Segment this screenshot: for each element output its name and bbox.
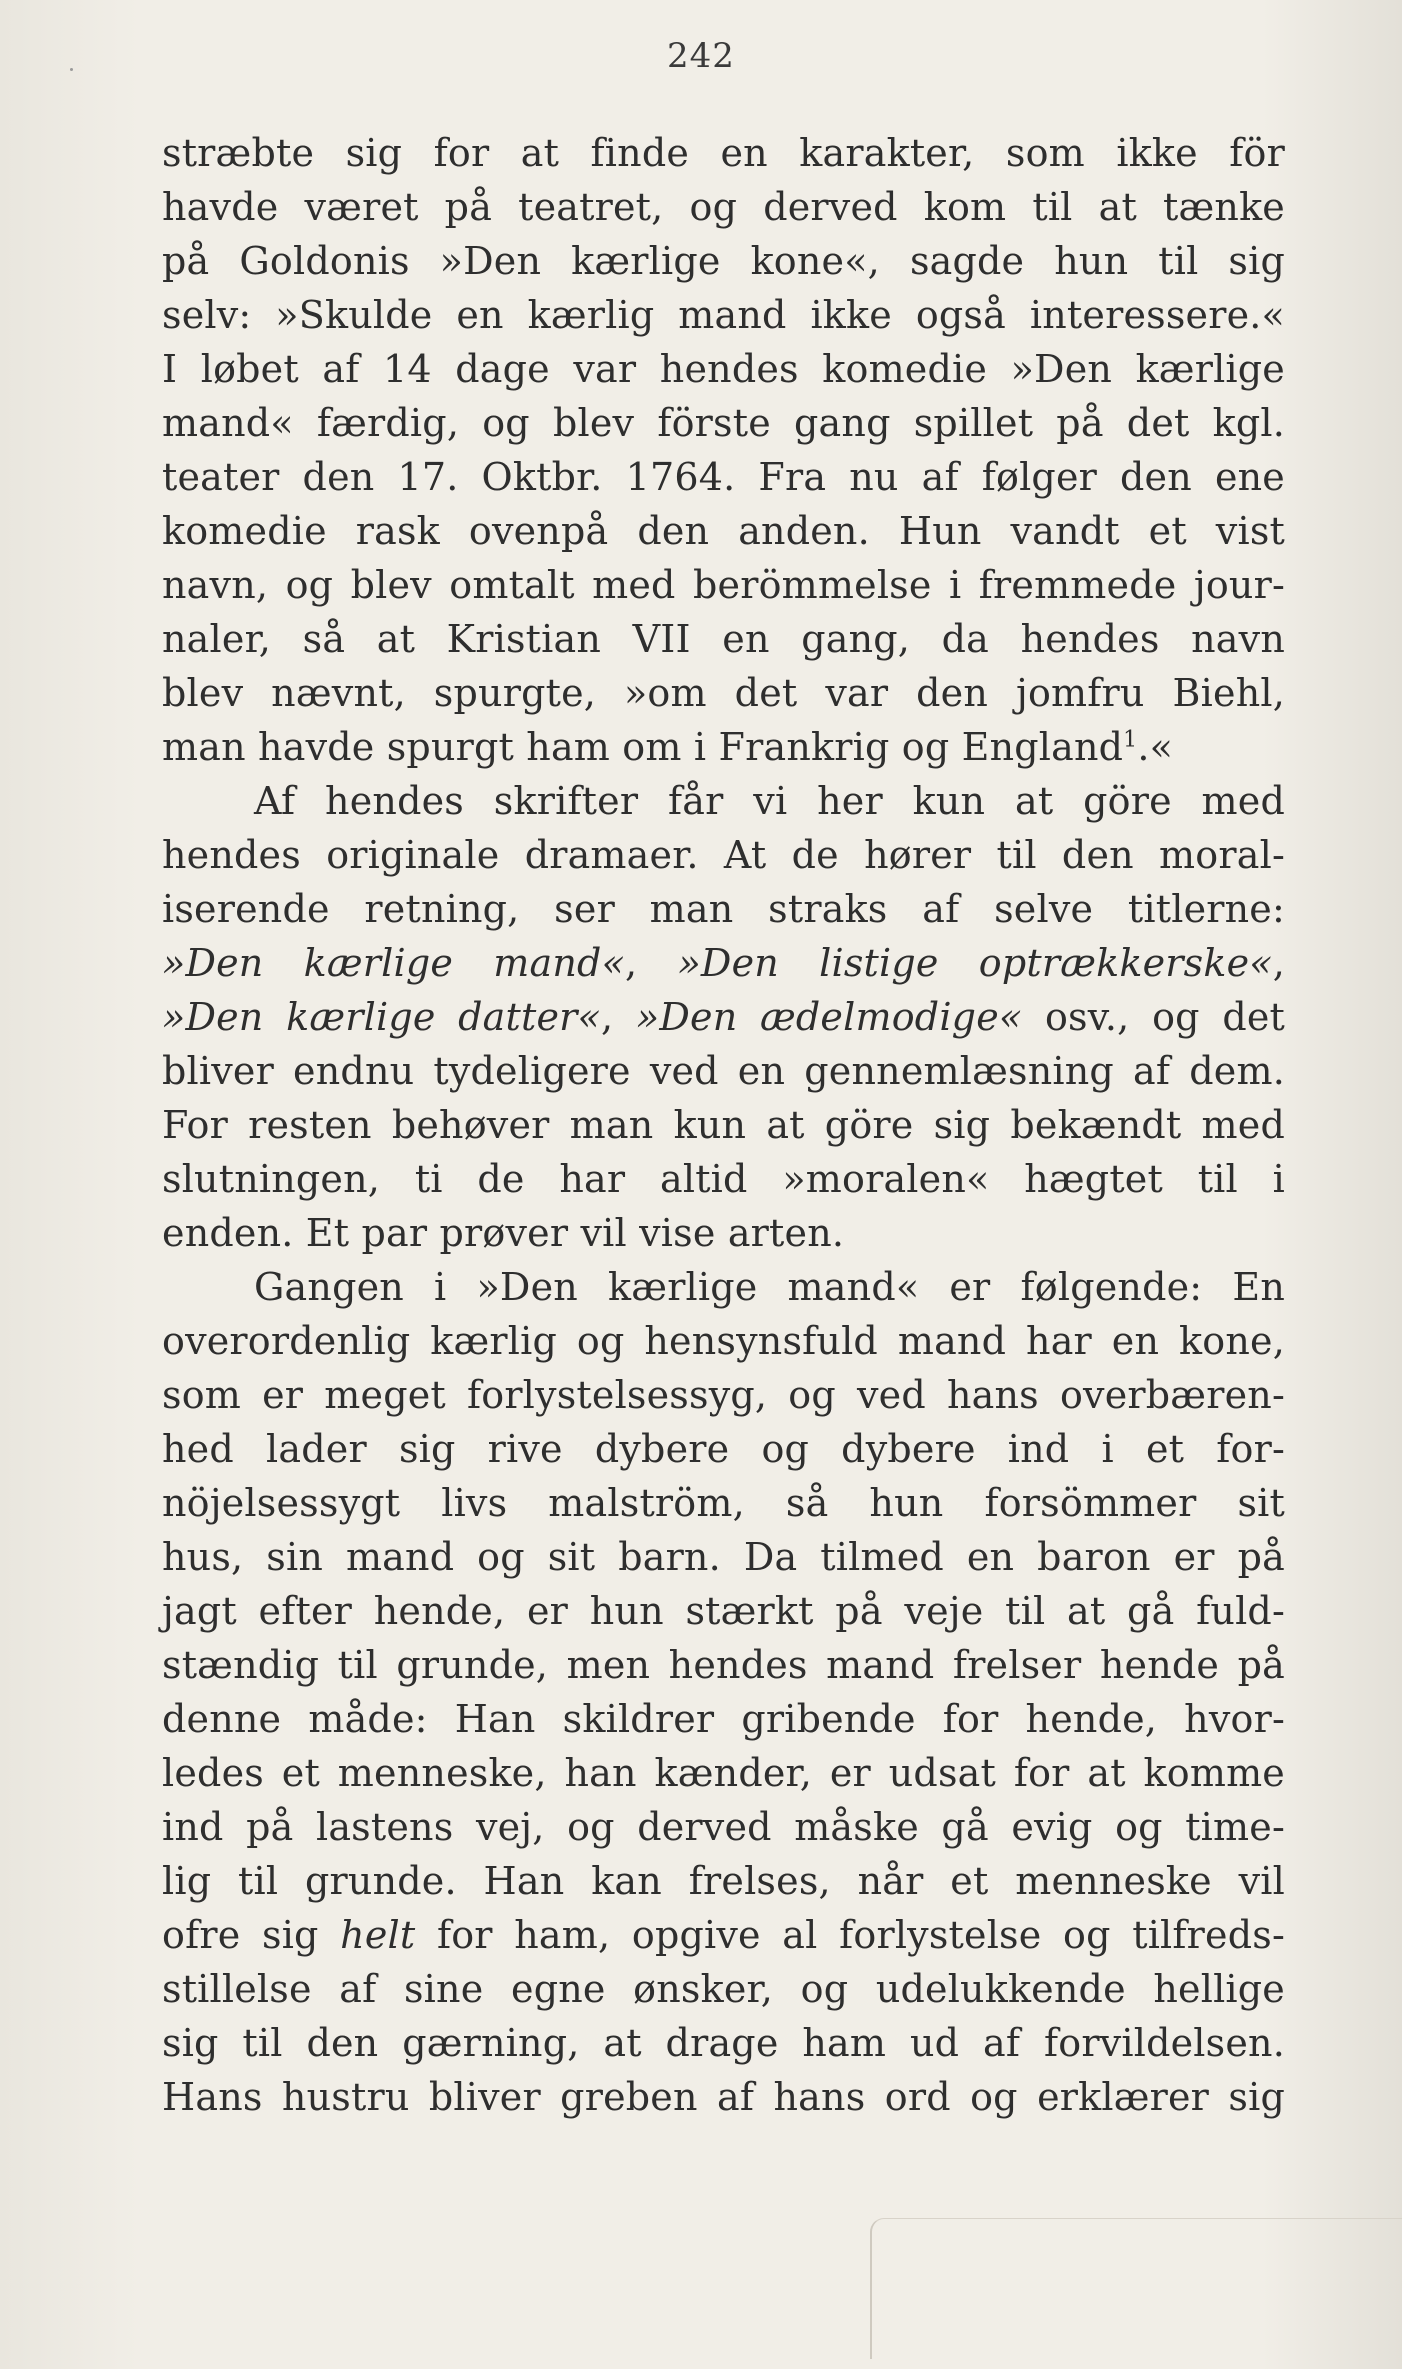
text-line: hed lader sig rive dybere og dybere ind i et for- bbox=[162, 1427, 1285, 1471]
text-line: jagt efter hende, er hun stærkt på veje til at gå fuld- bbox=[162, 1589, 1285, 1633]
text-line: navn, og blev omtalt med berömmelse i fremmede jour- bbox=[162, 563, 1285, 607]
page-number: 242 bbox=[667, 36, 735, 76]
text-line: ind på lastens vej, og derved måske gå evig og time- bbox=[162, 1805, 1285, 1849]
emphasized-word: helt bbox=[340, 1913, 416, 1957]
text-line: som er meget forlystelsessyg, og ved hans overbæren- bbox=[162, 1373, 1285, 1417]
work-title: »Den kærlige datter« bbox=[162, 995, 601, 1039]
text-line: slutningen, ti de har altid »moralen« hægtet til i bbox=[162, 1157, 1285, 1201]
text-line: Hans hustru bliver greben af hans ord og erklærer sig bbox=[162, 2075, 1285, 2119]
text-line: ledes et menneske, han kænder, er udsat for at komme bbox=[162, 1751, 1285, 1795]
text-line: I løbet af 14 dage var hendes komedie »Den kærlige bbox=[162, 347, 1285, 391]
text-line: denne måde: Han skildrer gribende for hende, hvor- bbox=[162, 1697, 1285, 1741]
text-line: på Goldonis »Den kærlige kone«, sagde hun til sig bbox=[162, 239, 1285, 283]
text-segment: man havde spurgt ham om i Frankrig og England bbox=[162, 725, 1124, 769]
text-line: komedie rask ovenpå den anden. Hun vandt et vist bbox=[162, 509, 1285, 553]
text-line: teater den 17. Oktbr. 1764. Fra nu af følger den ene bbox=[162, 455, 1285, 499]
work-title: »Den ædelmodige« bbox=[635, 995, 1023, 1039]
text-segment: , bbox=[1272, 941, 1285, 985]
text-segment: .« bbox=[1137, 725, 1174, 769]
text-line: sig til den gærning, at drage ham ud af forvildelsen. bbox=[162, 2021, 1285, 2065]
text-segment: , bbox=[625, 941, 678, 985]
text-segment: ofre sig bbox=[162, 1913, 341, 1957]
text-line: naler, så at Kristian VII en gang, da hendes navn bbox=[162, 617, 1285, 661]
text-line: stændig til grunde, men hendes mand frelser hende på bbox=[162, 1643, 1285, 1687]
text-line: overordenlig kærlig og hensynsfuld mand har en kone, bbox=[162, 1319, 1285, 1363]
text-line: selv: »Skulde en kærlig mand ikke også interessere.« bbox=[162, 293, 1285, 337]
text-segment: for ham, opgive al forlystelse og tilfreds- bbox=[415, 1913, 1285, 1957]
text-line: bliver endnu tydeligere ved en gennemlæsning af dem. bbox=[162, 1049, 1285, 1093]
text-segment: , bbox=[600, 995, 636, 1039]
text-line: enden. Et par prøver vil vise arten. bbox=[162, 1211, 845, 1255]
text-line: nöjelsessygt livs malström, så hun forsömmer sit bbox=[162, 1481, 1285, 1525]
page-edge-mark bbox=[870, 2218, 1402, 2359]
text-line: Gangen i »Den kærlige mand« er følgende: En bbox=[254, 1265, 1285, 1309]
text-line bbox=[162, 720, 1285, 774]
text-line: blev nævnt, spurgte, »om det var den jomfru Biehl, bbox=[162, 671, 1285, 715]
work-title: »Den kærlige mand« bbox=[162, 941, 626, 985]
text-line: hus, sin mand og sit barn. Da tilmed en baron er på bbox=[162, 1535, 1285, 1579]
text-line bbox=[162, 1908, 1285, 1962]
text-segment: osv., og det bbox=[1022, 995, 1286, 1039]
work-title: »Den listige optrækkerske« bbox=[677, 941, 1273, 985]
text-line: iserende retning, ser man straks af selve titlerne: bbox=[162, 887, 1285, 931]
text-line: stillelse af sine egne ønsker, og udelukkende hellige bbox=[162, 1967, 1285, 2011]
text-line: mand« færdig, og blev förste gang spillet på det kgl. bbox=[162, 401, 1285, 445]
text-line: lig til grunde. Han kan frelses, når et menneske vil bbox=[162, 1859, 1285, 1903]
text-line: For resten behøver man kun at göre sig bekændt med bbox=[162, 1103, 1285, 1147]
text-line bbox=[162, 936, 1285, 990]
text-line: stræbte sig for at finde en karakter, som ikke för bbox=[162, 131, 1285, 175]
text-line bbox=[162, 990, 1285, 1044]
footnote-marker[interactable]: 1 bbox=[1123, 727, 1138, 753]
text-line: Af hendes skrifter får vi her kun at göre med bbox=[254, 779, 1285, 823]
text-line: havde været på teatret, og derved kom til at tænke bbox=[162, 185, 1285, 229]
text-line: hendes originale dramaer. At de hører til den moral- bbox=[162, 833, 1285, 877]
